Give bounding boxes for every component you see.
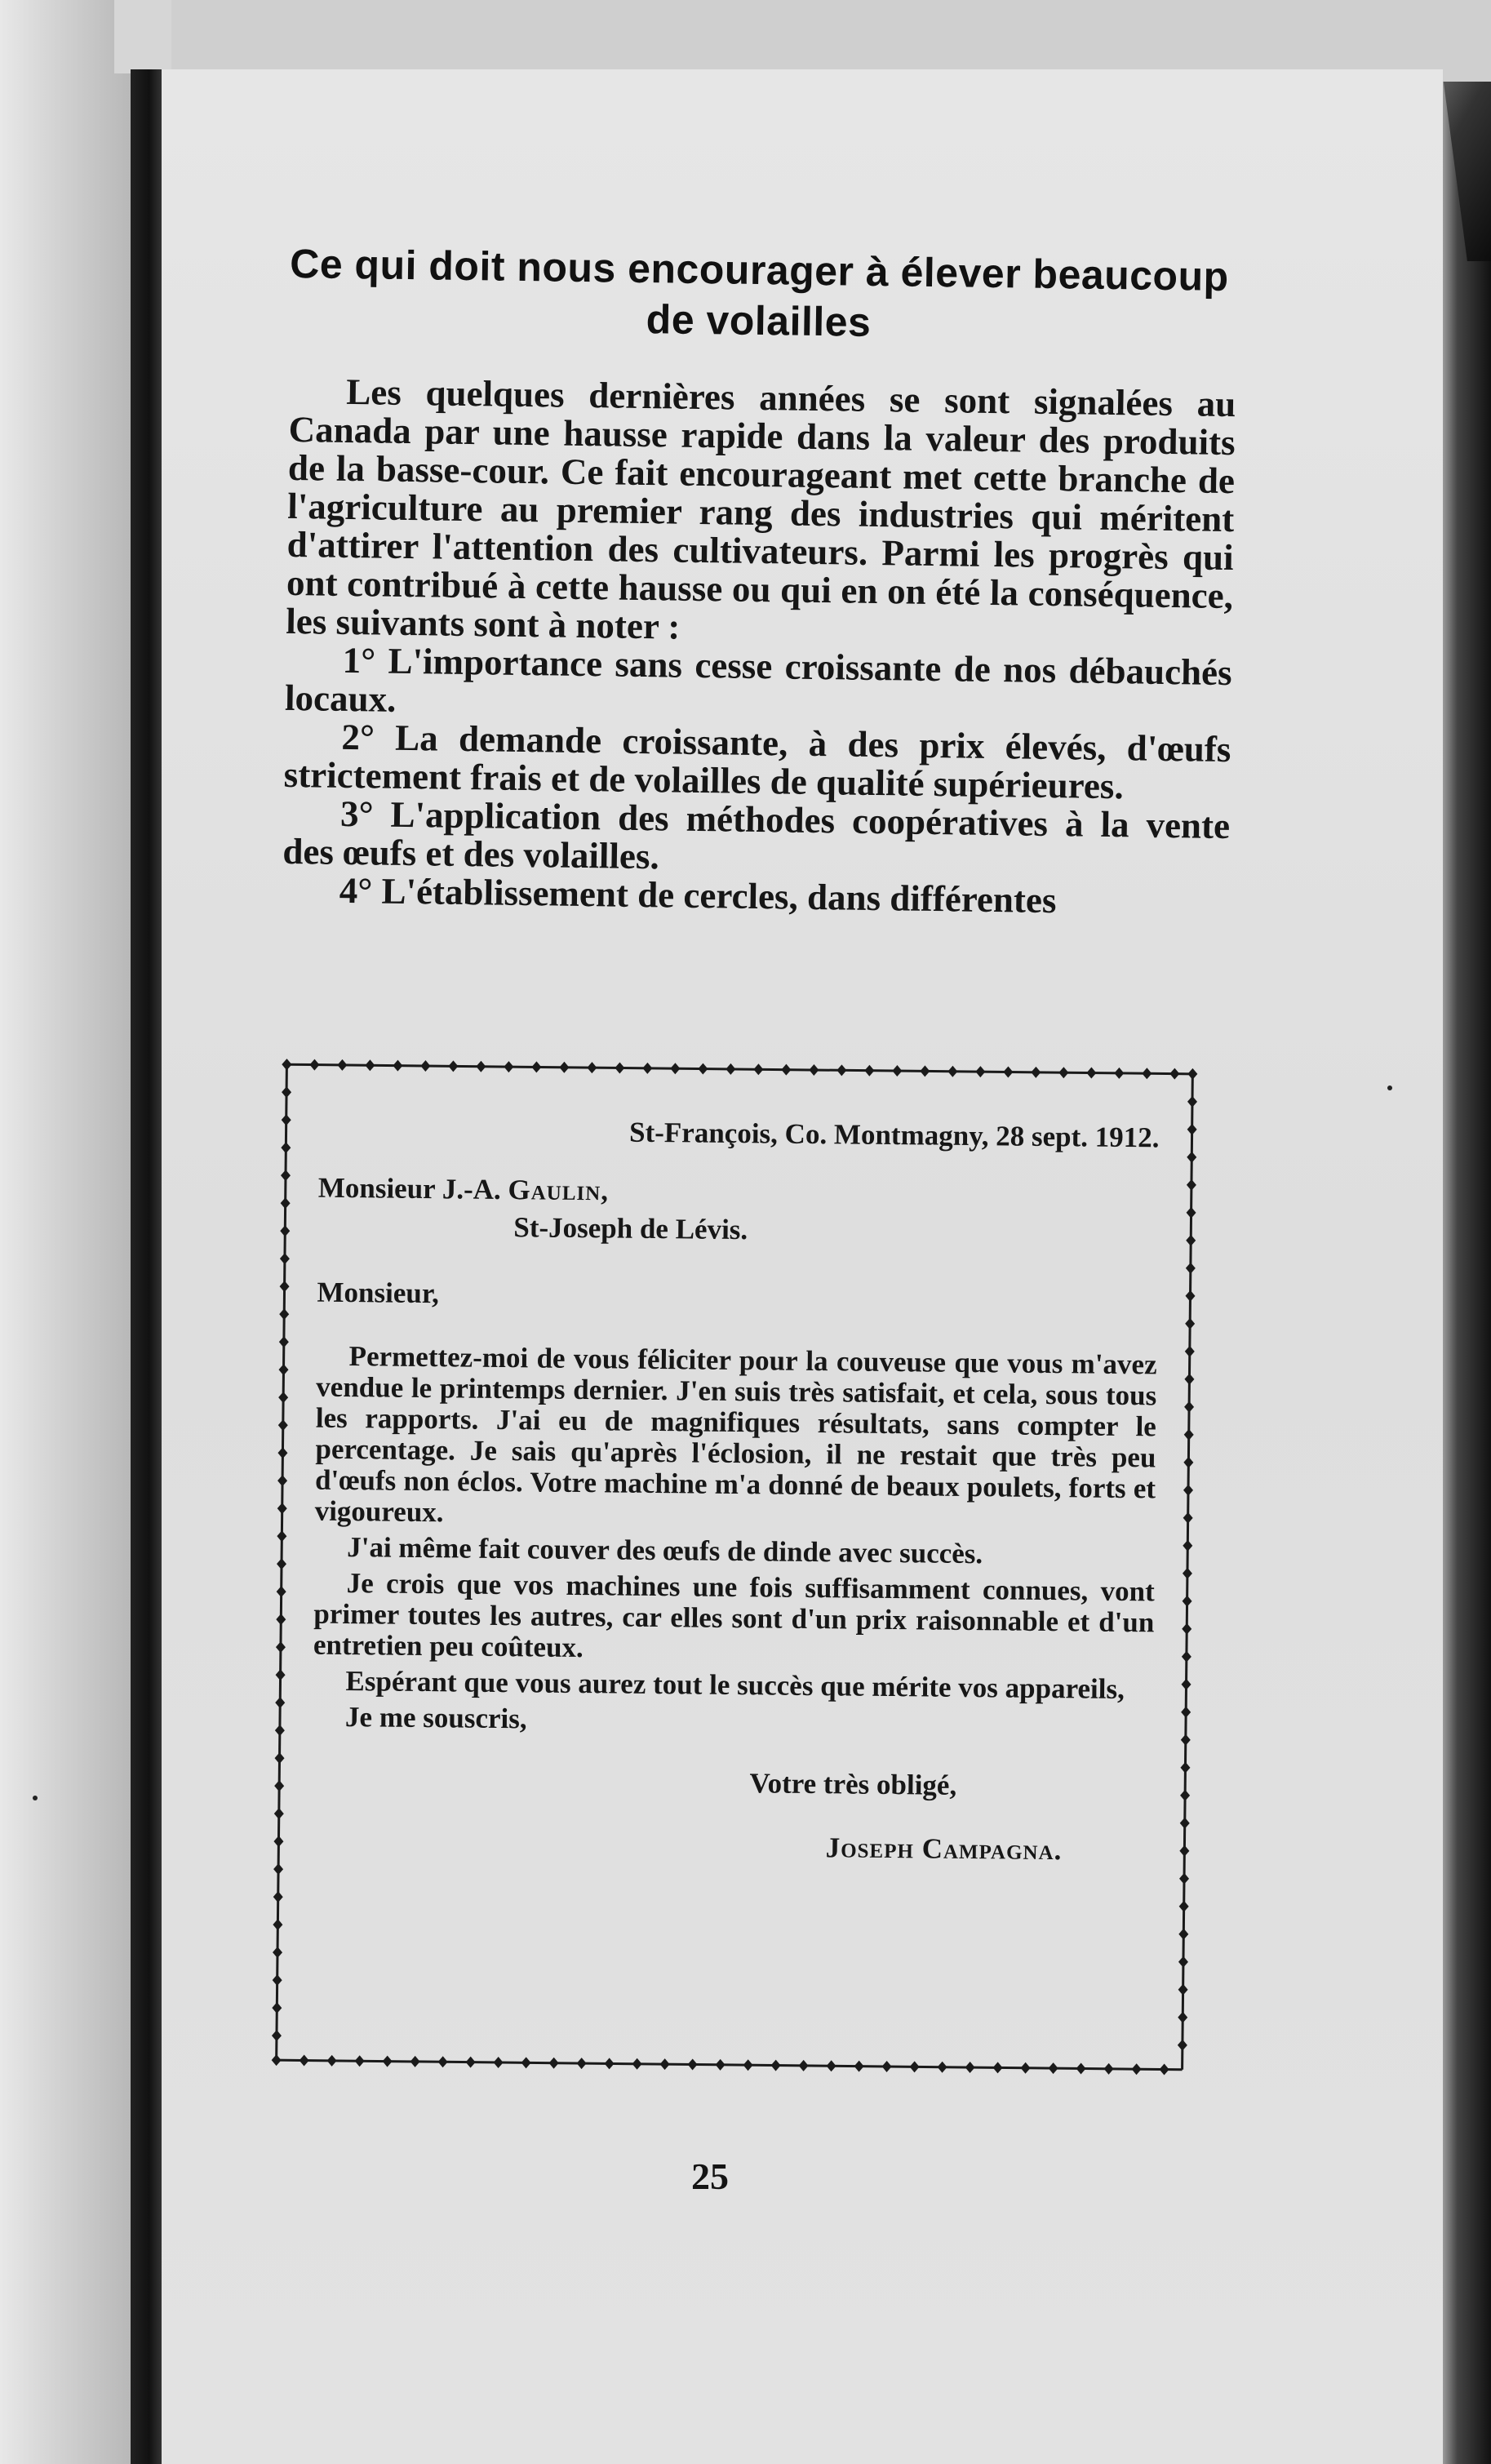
border-ornament	[1187, 1207, 1196, 1219]
border-ornament	[279, 1336, 289, 1347]
border-ornament	[521, 2057, 531, 2068]
border-ornament	[273, 1947, 282, 1958]
letter-paragraph: J'ai même fait couver des œufs de dinde avec succès.	[347, 1531, 983, 1570]
letter-date-line: St-François, Co. Montmagny, 28 sept. 1912.	[628, 1116, 1160, 1154]
letter-paragraph: Permettez-moi de vous féliciter pour la couveuse que vous m'avez vendue le printemps dernier. J'en suis très satisfait, et cela, sous tous les rapports. J'ai eu de magnifiques résultats, sans compter le percentage. Je sais qu'après l'éclosion, il ne restait que très peu d'œufs non éclos. Votre machine m'a donné de beaux poulets, forts et vigoureux.	[314, 1340, 1157, 1529]
border-ornament	[1183, 1596, 1192, 1607]
border-ornament	[827, 2060, 836, 2071]
border-ornament	[277, 1530, 286, 1542]
border-ornament	[1178, 1929, 1188, 1940]
book-spine	[131, 69, 162, 2464]
border-ornament	[276, 1614, 286, 1625]
border-ornament	[1186, 1263, 1196, 1274]
border-ornament	[615, 1062, 624, 1073]
border-ornament	[975, 1066, 985, 1077]
testimonial-letter-box	[260, 1048, 1209, 2086]
border-ornament	[272, 2030, 282, 2041]
border-ornament	[277, 1586, 286, 1597]
border-ornament	[910, 2061, 920, 2072]
border-ornament	[279, 1308, 289, 1320]
border-ornament	[1178, 1984, 1188, 1996]
border-ornament	[799, 2060, 809, 2071]
border-ornament	[1003, 1066, 1013, 1077]
recipient-city: St-Joseph de Lévis.	[513, 1211, 748, 1246]
border-ornament	[275, 1725, 285, 1736]
border-ornament	[1180, 1762, 1190, 1774]
border-ornament	[531, 1061, 541, 1072]
border-ornament	[1181, 1734, 1191, 1746]
border-ornament	[279, 1281, 289, 1292]
border-ornament	[1169, 1068, 1179, 1080]
border-ornament	[549, 2058, 559, 2069]
border-ornament	[743, 2059, 753, 2071]
border-ornament	[282, 1086, 291, 1098]
border-ornament	[383, 2056, 393, 2067]
border-ornament	[1179, 1901, 1189, 1912]
border-ornament	[1183, 1540, 1192, 1552]
border-ornament	[716, 2059, 726, 2071]
border-ornament	[771, 2060, 781, 2071]
letter-content	[311, 1114, 1159, 1867]
border-ornament	[273, 1836, 283, 1847]
border-ornament	[1179, 1873, 1189, 1885]
border-ornament	[605, 2058, 615, 2069]
border-ornament	[836, 1064, 846, 1076]
border-ornament	[642, 1063, 652, 1074]
border-ornament	[1160, 2063, 1169, 2075]
border-ornament	[1187, 1179, 1196, 1191]
border-ornament	[1180, 1790, 1190, 1801]
border-ornament	[282, 1059, 291, 1070]
border-ornament	[1184, 1374, 1194, 1385]
right-page-edge	[1443, 82, 1491, 2464]
border-ornament	[1182, 1651, 1191, 1663]
border-ornament	[882, 2061, 892, 2072]
border-ornament	[274, 1808, 284, 1819]
border-ornament	[753, 1063, 763, 1075]
border-ornament	[688, 2058, 698, 2070]
border-ornament	[282, 1114, 291, 1125]
border-ornament	[938, 2062, 947, 2073]
border-ornament	[1021, 2062, 1031, 2074]
border-ornament	[277, 1447, 287, 1458]
border-ornament	[1058, 1067, 1068, 1078]
border-ornament	[1178, 2012, 1187, 2023]
border-ornament	[327, 2055, 337, 2067]
border-ornament	[864, 1065, 874, 1077]
border-ornament	[273, 1863, 283, 1875]
border-ornament	[273, 1974, 282, 1986]
border-ornament	[281, 1142, 291, 1153]
border-ornament	[1184, 1429, 1194, 1441]
border-ornament	[355, 2055, 365, 2067]
border-ornament	[920, 1065, 930, 1077]
border-ornament	[278, 1392, 288, 1403]
border-ornament	[1031, 1067, 1041, 1078]
border-ornament	[1076, 2062, 1086, 2074]
border-ornament	[1142, 1068, 1152, 1079]
letter-recipient	[318, 1173, 1159, 1213]
border-ornament	[726, 1063, 735, 1075]
article-title-line1: Ce qui doit nous encourager à élever beaucoup	[289, 240, 1230, 300]
scan-speck	[33, 1796, 38, 1800]
border-ornament	[1180, 1818, 1190, 1829]
border-ornament	[273, 1919, 282, 1930]
article-paragraph: Les quelques dernières années se sont signalées au Canada par une hausse rapide dans la valeur des produits de la basse-cour. Ce fait encourageant met cette branche de l'agriculture au premier rang des industries qui méritent d'attirer l'attention des cultivateurs. Parmi les progrès qui ont contribué à cette hausse ou qui en on été la conséquence, les suivants sont à noter :	[286, 371, 1236, 647]
border-ornament	[1187, 1096, 1197, 1108]
letter-paragraph: Espérant que vous aurez tout le succès que mérite vos appareils,	[345, 1665, 1125, 1706]
border-ornament	[274, 1780, 284, 1791]
border-ornament	[337, 1059, 347, 1071]
article-list-item-4: 4° L'établissement de cercles, dans différentes	[339, 869, 1057, 921]
border-ornament	[277, 1475, 287, 1486]
border-ornament	[494, 2057, 504, 2068]
article	[282, 240, 1236, 921]
border-ornament	[1183, 1568, 1192, 1579]
border-ornament	[1104, 2063, 1114, 2075]
border-ornament	[1185, 1290, 1195, 1302]
border-ornament	[1114, 1068, 1124, 1079]
border-ornament	[1183, 1457, 1193, 1468]
border-ornament	[660, 2058, 670, 2070]
border-ornament	[1178, 2040, 1187, 2051]
border-ornament	[1187, 1124, 1197, 1135]
border-ornament	[1086, 1067, 1096, 1078]
border-ornament	[1183, 1485, 1193, 1496]
border-ornament	[365, 1059, 375, 1071]
border-ornament	[1132, 2063, 1142, 2075]
border-ornament	[272, 2054, 282, 2066]
border-ornament	[504, 1061, 513, 1072]
border-ornament	[965, 2062, 975, 2073]
border-ornament	[273, 1891, 283, 1902]
border-ornament	[993, 2062, 1003, 2073]
border-ornament	[1185, 1346, 1195, 1357]
recipient-name: Gaulin,	[508, 1174, 610, 1207]
border-ornament	[272, 2002, 282, 2013]
border-ornament	[281, 1197, 291, 1209]
border-ornament	[281, 1170, 291, 1181]
border-ornament	[300, 2054, 309, 2066]
border-ornament	[476, 1061, 486, 1072]
border-ornament	[448, 1060, 458, 1072]
border-ornament	[274, 1752, 284, 1764]
border-ornament	[277, 1558, 286, 1569]
border-ornament	[1049, 2062, 1058, 2074]
border-ornament	[577, 2058, 587, 2069]
border-ornament	[438, 2056, 448, 2067]
border-ornament	[280, 1253, 290, 1264]
border-ornament	[698, 1063, 708, 1074]
recipient-prefix: Monsieur J.-A.	[317, 1171, 508, 1206]
border-ornament	[1179, 1845, 1189, 1857]
border-ornament	[892, 1065, 902, 1077]
border-ornament	[278, 1419, 288, 1431]
border-ornament	[1187, 1068, 1197, 1080]
border-ornament	[277, 1503, 287, 1514]
border-ornament	[393, 1060, 402, 1072]
letter-signature: Joseph Campagna.	[825, 1831, 1063, 1867]
border-ornament	[587, 1062, 597, 1073]
border-ornament	[1185, 1318, 1195, 1330]
border-ornament	[410, 2056, 420, 2067]
border-ornament	[276, 1641, 286, 1653]
border-ornament	[278, 1364, 288, 1375]
article-list-item-3: 3° L'application des méthodes coopératives à la vente des œufs et des volailles.	[282, 792, 1231, 877]
border-ornament	[670, 1063, 680, 1074]
border-ornament	[280, 1225, 290, 1236]
border-ornament	[1181, 1707, 1191, 1718]
article-title-line2: de volailles	[646, 296, 872, 345]
border-ornament	[275, 1697, 285, 1708]
border-ornament	[1178, 1956, 1188, 1968]
border-ornament	[947, 1066, 957, 1077]
border-ornament	[1183, 1512, 1193, 1524]
border-ornament	[1187, 1152, 1196, 1163]
article-list-item-2: 2° La demande croissante, à des prix élevés, d'œufs strictement frais et de volailles de qualité supérieures.	[283, 716, 1231, 807]
article-body	[282, 372, 1236, 922]
letter-closing: Votre très obligé,	[749, 1767, 957, 1801]
border-ornament	[809, 1064, 819, 1076]
border-ornament	[1181, 1679, 1191, 1690]
left-page-edge	[0, 0, 131, 2464]
page-number: 25	[691, 2155, 729, 2197]
letter-salutation: Monsieur,	[317, 1276, 440, 1310]
border-ornament	[466, 2057, 476, 2068]
letter-paragraph: Je crois que vos machines une fois suffisamment connues, vont primer toutes les autres, car elles sont d'un prix raisonnable et d'un entretien peu coûteux.	[313, 1567, 1155, 1664]
border-ornament	[632, 2058, 642, 2070]
article-title	[285, 238, 1233, 353]
border-ornament	[420, 1060, 430, 1072]
scan-top-margin	[114, 0, 171, 73]
scan-speck	[1387, 1085, 1392, 1090]
article-list-item-1: 1° L'importance sans cesse croissante de nos débauchés locaux.	[284, 639, 1232, 720]
border-ornament	[276, 1669, 286, 1680]
border-ornament	[559, 1062, 569, 1073]
letter-paragraph: Je me souscris,	[344, 1701, 527, 1735]
border-ornament	[1184, 1401, 1194, 1413]
border-ornament	[781, 1064, 791, 1076]
border-ornament	[309, 1059, 319, 1071]
border-ornament	[1182, 1623, 1191, 1635]
border-ornament	[854, 2061, 864, 2072]
border-ornament	[1186, 1235, 1196, 1246]
